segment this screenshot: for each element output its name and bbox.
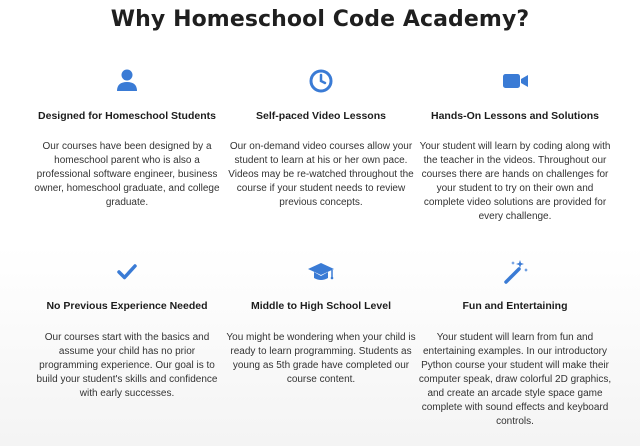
user-icon: [112, 66, 142, 96]
feature-heading: Self-paced Video Lessons: [256, 110, 386, 122]
feature-heading: Fun and Entertaining: [462, 300, 568, 312]
feature-heading: Middle to High School Level: [250, 300, 391, 312]
feature-heading: No Previous Experience Needed: [46, 300, 208, 312]
feature-description: Your student will learn from fun and entertaining examples. In our introductory Python course your student will make their computer speak, draw colorful 2D graphics, and create an arcade style space game complete with sound effects and keyboard controls.: [418, 332, 612, 427]
page-title: Why Homeschool Code Academy?: [110, 7, 530, 32]
graduation-cap-icon: [306, 257, 336, 287]
clock-icon: [306, 66, 336, 96]
feature-description: Your student will learn by coding along with the teacher in the videos. Throughout our courses there are hands on challenges for your student to try on their own and complete video solutions are provided for every challenge.: [419, 141, 611, 222]
checkmark-icon: [112, 257, 142, 287]
feature-description: You might be wondering when your child is ready to learn programming. Students as young as 5th grade have completed our course content.: [226, 332, 416, 385]
feature-heading: Designed for Homeschool Students: [38, 110, 216, 122]
feature-description: Our courses start with the basics and assume your child has no prior programming experience. Our goal is to build your student's skills and confidence with early successes.: [36, 332, 218, 399]
feature-description: Our courses have been designed by a homeschool parent who is also a professional software engineer, business owner, homeschool graduate, and college graduate.: [34, 141, 220, 208]
feature-description: Our on-demand video courses allow your student to learn at his or her own pace. Videos may be re-watched throughout the course if your student needs to review previous concepts.: [228, 141, 414, 208]
feature-heading: Hands-On Lessons and Solutions: [430, 110, 599, 122]
magic-wand-icon: [500, 257, 530, 287]
video-camera-icon: [500, 66, 530, 96]
